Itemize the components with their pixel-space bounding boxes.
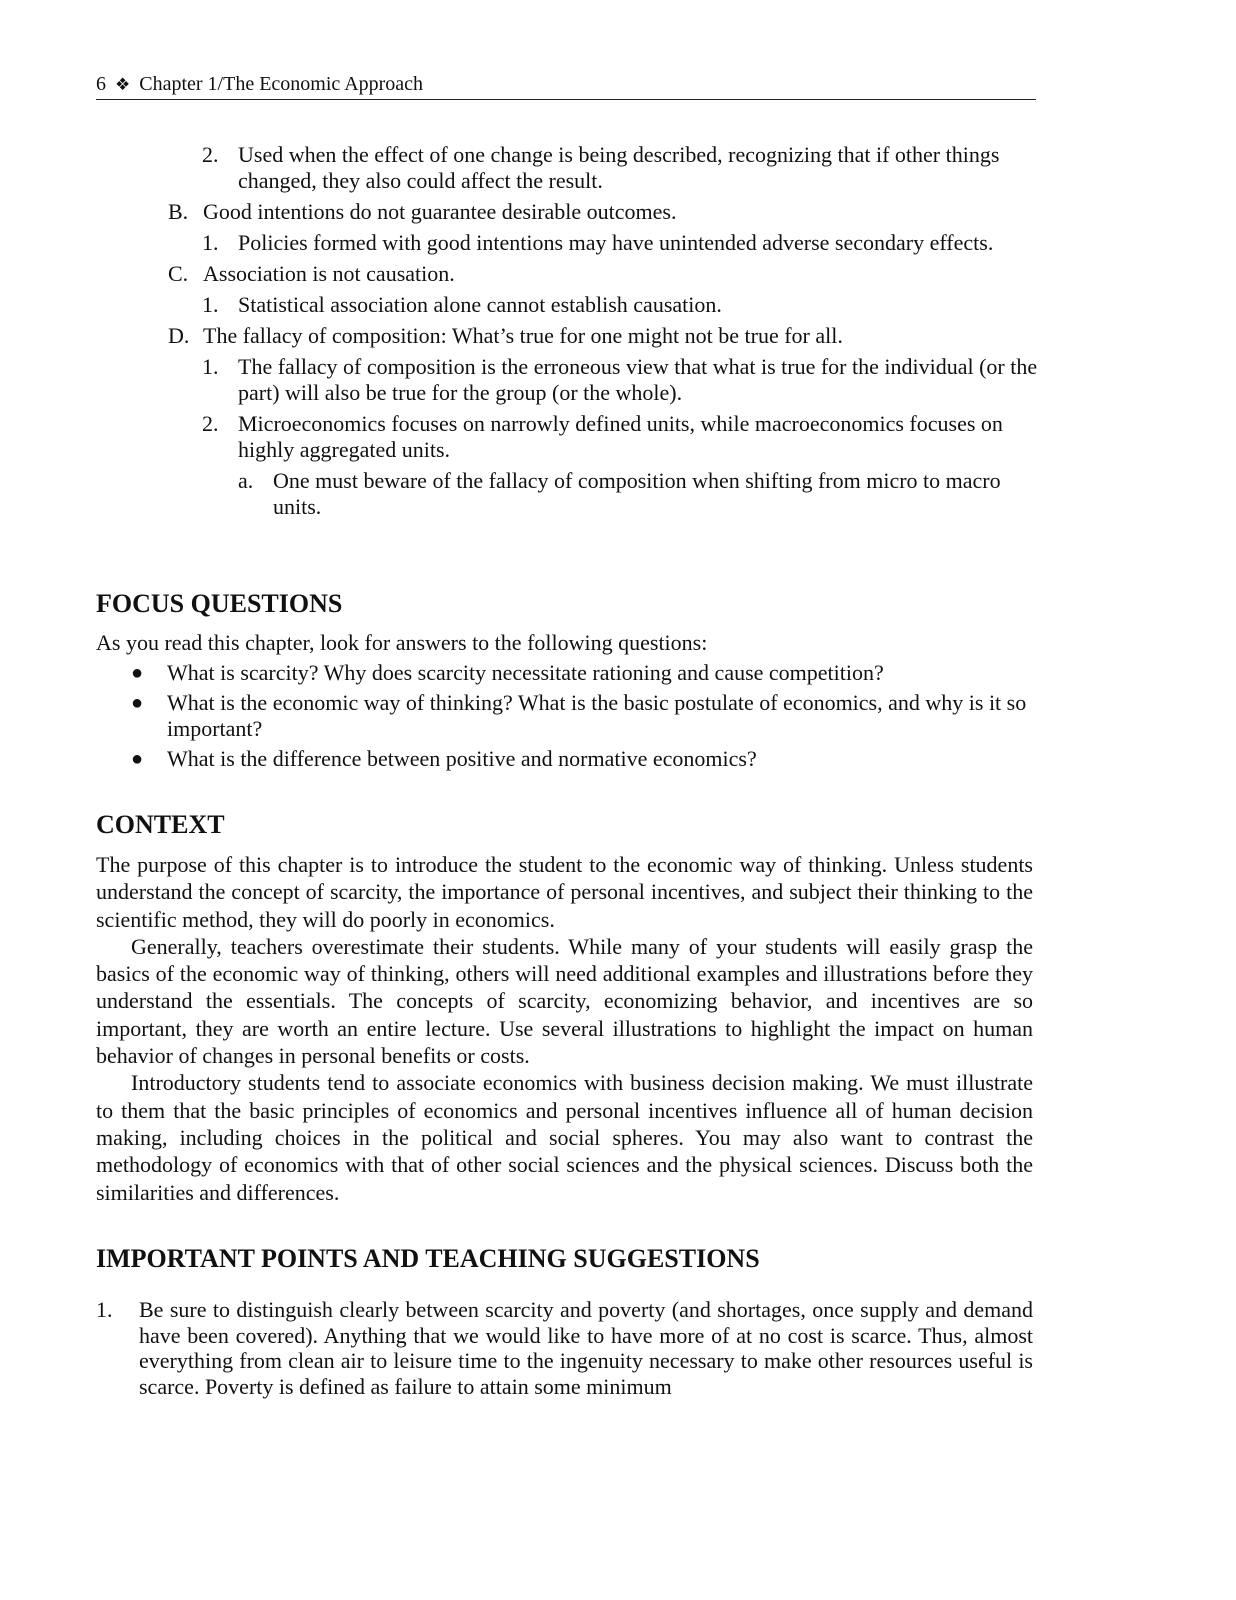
outline-item bbox=[0, 261, 1236, 287]
outline-text: Statistical association alone cannot establish causation. bbox=[238, 292, 722, 317]
outline-marker: C. bbox=[168, 261, 189, 286]
context-paragraph: Generally, teachers overestimate their students. While many of your students will easily grasp the basics of the economic way of thinking, others will need additional examples and illustrations before they understand the essentials. The concepts of scarcity, economizing behavior, and incentives are so important, they are worth an entire lecture. Use several illustrations to highlight the impact on human behavior of changes in personal benefits or costs. bbox=[96, 933, 1033, 1069]
context-paragraph: The purpose of this chapter is to introduce the student to the economic way of thinking. Unless students understand the concept of scarcity, the importance of personal incentives, and subject their thinking to the scientific method, they will do poorly in economics. bbox=[96, 852, 1033, 932]
focus-question: What is scarcity? Why does scarcity necessitate rationing and cause competition? bbox=[167, 660, 884, 685]
outline-marker: 1. bbox=[202, 354, 219, 379]
page-number: 6 bbox=[96, 73, 106, 95]
diamond-ornament-icon: ❖ bbox=[115, 75, 131, 94]
outline-text: One must beware of the fallacy of composition when shifting from micro to macro units. bbox=[273, 468, 1001, 519]
outline-text: The fallacy of composition is the erroneous view that what is true for the individual (or the part) will also be true for the group (or the whole). bbox=[238, 354, 1038, 405]
teaching-suggestions-heading: IMPORTANT POINTS AND TEACHING SUGGESTIONS bbox=[96, 1244, 760, 1273]
bullet-icon: ● bbox=[131, 692, 144, 714]
list-item bbox=[96, 746, 1036, 772]
list-item bbox=[96, 1297, 1033, 1399]
bullet-icon: ● bbox=[131, 748, 144, 770]
list-item bbox=[96, 690, 1036, 742]
outline-marker: 2. bbox=[202, 411, 219, 436]
outline-text: Association is not causation. bbox=[203, 261, 455, 286]
outline-text: Used when the effect of one change is being described, recognizing that if other things changed, they also could affect the result. bbox=[238, 142, 1000, 193]
bullet-icon: ● bbox=[131, 662, 144, 684]
outline-item bbox=[0, 411, 1236, 463]
teaching-suggestions bbox=[96, 1297, 1033, 1399]
outline-text: The fallacy of composition: What’s true for one might not be true for all. bbox=[203, 323, 843, 348]
outline-marker: B. bbox=[168, 199, 189, 224]
outline-marker: D. bbox=[168, 323, 190, 348]
point-text: Be sure to distinguish clearly between scarcity and poverty (and shortages, once supply and demand have been covered). Anything that we would like to have more of at no cost is scarce. Thus, almost everything from clean air to leisure time to the ingenuity necessary to make other resources useful is scarce. Poverty is defined as failure to attain some minimum bbox=[139, 1297, 1033, 1399]
list-item bbox=[96, 660, 1036, 686]
outline-item bbox=[0, 468, 1236, 520]
outline-item bbox=[0, 230, 1236, 256]
outline-item bbox=[0, 142, 1236, 194]
focus-question: What is the difference between positive and normative economics? bbox=[167, 746, 757, 771]
outline-item bbox=[0, 354, 1236, 406]
chapter-title: Chapter 1/The Economic Approach bbox=[139, 73, 424, 95]
lecture-outline bbox=[0, 142, 1236, 525]
outline-marker: a. bbox=[238, 468, 254, 493]
outline-item bbox=[0, 292, 1236, 318]
outline-item bbox=[0, 199, 1236, 225]
outline-text: Microeconomics focuses on narrowly defined units, while macroeconomics focuses on highly aggregated units. bbox=[238, 411, 1003, 462]
outline-marker: 2. bbox=[202, 142, 219, 167]
focus-question: What is the economic way of thinking? What is the basic postulate of economics, and why is it so important? bbox=[167, 690, 1027, 741]
outline-item bbox=[0, 323, 1236, 349]
context-body bbox=[96, 851, 1033, 1206]
context-paragraph: Introductory students tend to associate economics with business decision making. We must illustrate to them that the basic principles of economics and personal incentives influence all of human decision making, including choices in the political and social spheres. You may also want to contrast the methodology of economics with that of other social sciences and the physical sciences. Discuss both the similarities and differences. bbox=[96, 1070, 1033, 1205]
outline-marker: 1. bbox=[202, 230, 219, 255]
outline-text: Policies formed with good intentions may have unintended adverse secondary effects. bbox=[238, 230, 994, 255]
focus-questions bbox=[96, 630, 1036, 776]
context-heading: CONTEXT bbox=[96, 810, 225, 839]
focus-intro: As you read this chapter, look for answers to the following questions: bbox=[96, 630, 708, 655]
running-header bbox=[96, 70, 1036, 100]
focus-questions-heading: FOCUS QUESTIONS bbox=[96, 589, 343, 618]
outline-text: Good intentions do not guarantee desirable outcomes. bbox=[203, 199, 677, 224]
point-marker: 1. bbox=[96, 1297, 113, 1322]
outline-marker: 1. bbox=[202, 292, 219, 317]
